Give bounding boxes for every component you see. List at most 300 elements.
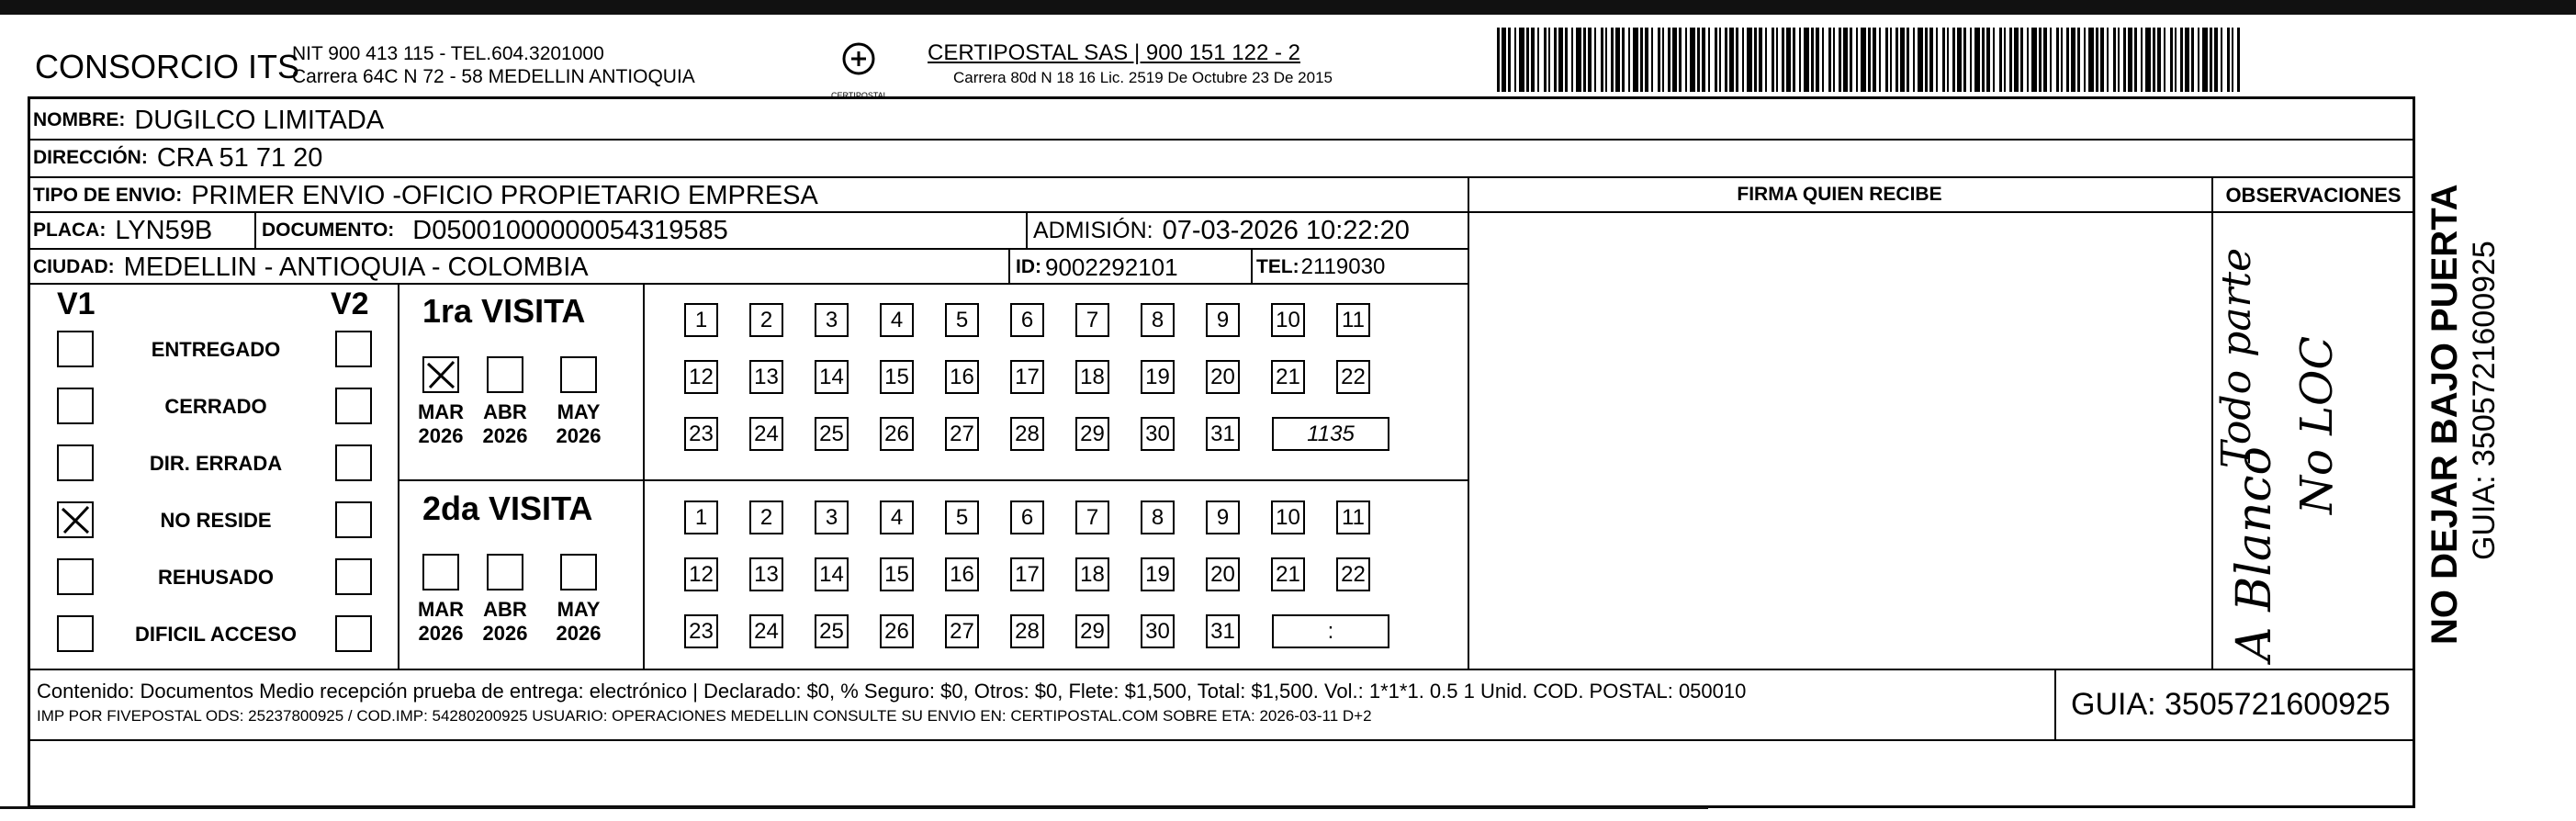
barcode-bar (1929, 28, 1933, 92)
v1-checkbox[interactable] (57, 615, 94, 652)
divider (1468, 176, 1469, 669)
barcode-bar (1583, 28, 1586, 92)
day-box[interactable]: 15 (880, 557, 914, 591)
barcode-bar (1873, 28, 1876, 92)
admision-label: ADMISIÓN: (1033, 217, 1153, 243)
tipo-value: PRIMER ENVIO -OFICIO PROPIETARIO EMPRESA (191, 180, 818, 210)
barcode-bar (1531, 28, 1535, 92)
barcode-bar (1890, 28, 1892, 92)
barcode-bar (2214, 28, 2218, 92)
barcode-bar (1719, 28, 1721, 92)
barcode-bar (2191, 28, 2194, 92)
day-box[interactable]: 30 (1141, 614, 1175, 648)
day-box[interactable]: 1 (684, 303, 718, 337)
v2-checkbox[interactable] (335, 558, 372, 595)
handwritten-note-todo-parte: Todo parte (2213, 247, 2260, 468)
barcode-bar (2004, 28, 2006, 92)
month-label (410, 400, 472, 448)
day-box[interactable]: 1 (684, 500, 718, 534)
barcode-bar (2141, 28, 2143, 92)
barcode-bar (1615, 28, 1620, 92)
barcode-bar (1736, 28, 1738, 92)
certipostal-info: CERTIPOSTAL SAS | 900 151 122 - 2 (928, 40, 1300, 65)
day-box[interactable]: 26 (880, 417, 914, 451)
day-box[interactable]: 23 (684, 614, 718, 648)
status-label: NO RESIDE (160, 509, 272, 532)
barcode-bar (1588, 28, 1592, 92)
barcode-bar (1925, 28, 1928, 92)
day-box[interactable]: 6 (1010, 303, 1044, 337)
divider (1026, 211, 1028, 248)
bottom-border (0, 806, 1708, 809)
month-label (474, 400, 536, 448)
placa-row (33, 213, 212, 248)
month-name: MAR (417, 598, 465, 621)
tel-label: TEL: (1256, 256, 1299, 277)
day-box[interactable]: 19 (1141, 360, 1175, 394)
hour-box[interactable]: 1135 (1272, 417, 1389, 451)
barcode-bar (1601, 28, 1603, 92)
barcode-bar (2088, 28, 2094, 92)
barcode-bar (1645, 28, 1648, 92)
barcode-bar (1565, 28, 1568, 92)
id-label: ID: (1016, 256, 1041, 277)
month-checkbox[interactable] (487, 356, 523, 393)
day-box[interactable]: 9 (1206, 500, 1240, 534)
ciudad-row (33, 250, 589, 285)
day-box[interactable]: 11 (1336, 303, 1370, 337)
divider (30, 739, 2415, 741)
barcode-bar (1519, 28, 1524, 92)
barcode-bar (1508, 28, 1511, 92)
barcode-bar (2050, 28, 2052, 92)
barcode-bar (1544, 28, 1547, 92)
divider (30, 669, 2415, 670)
day-box[interactable]: 20 (1206, 557, 1240, 591)
barcode (1497, 28, 2245, 92)
documento-row (262, 213, 728, 248)
company-nit-tel: NIT 900 413 115 - TEL.604.3201000 (292, 43, 604, 64)
divider (1468, 211, 2413, 213)
v2-header: V2 (331, 287, 369, 321)
day-box[interactable]: 8 (1141, 303, 1175, 337)
barcode-bar (2210, 28, 2212, 92)
footer-contenido: Contenido: Documentos Medio recepción prueba de entrega: electrónico | Declarado: $0, % Seguro: $0, Otros: $0, Flete: $1,500, Total: $1,500. Vol.: 1*1*1. 0.5 1 Unid. COD. POSTAL: 050010 (37, 680, 1747, 703)
day-box[interactable]: 3 (815, 303, 849, 337)
month-checkbox[interactable] (487, 554, 523, 590)
barcode-bar (1668, 28, 1670, 92)
month-checkbox[interactable] (560, 356, 597, 393)
barcode-bar (2123, 28, 2126, 92)
day-box[interactable]: 27 (945, 614, 979, 648)
day-box[interactable]: 4 (880, 500, 914, 534)
day-box[interactable]: 2 (749, 303, 783, 337)
day-box[interactable]: 17 (1010, 557, 1044, 591)
barcode-bar (1772, 28, 1774, 92)
barcode-bar (1856, 28, 1858, 92)
status-label: REHUSADO (158, 566, 274, 589)
tel-value: 2119030 (1300, 254, 1386, 279)
barcode-bar (1833, 28, 1835, 92)
barcode-bar (1628, 28, 1630, 92)
barcode-bar (1708, 28, 1710, 92)
month-year: 2026 (482, 424, 528, 447)
divider (1251, 248, 1253, 283)
divider (398, 479, 1468, 481)
barcode-bar (1514, 28, 1516, 92)
day-box[interactable]: 16 (945, 360, 979, 394)
barcode-bar (1702, 28, 1705, 92)
month-name: ABR (483, 400, 527, 423)
day-box[interactable]: 28 (1010, 417, 1044, 451)
barcode-bar (2066, 28, 2069, 92)
barcode-bar (1697, 28, 1700, 92)
barcode-bar (2237, 28, 2240, 92)
status-label: ENTREGADO (151, 338, 281, 361)
barcode-bar (1611, 28, 1614, 92)
day-box[interactable]: 13 (749, 557, 783, 591)
barcode-bar (1918, 28, 1923, 92)
barcode-bar (1957, 28, 1962, 92)
month-label (547, 400, 610, 448)
day-box[interactable]: 31 (1206, 614, 1240, 648)
barcode-bar (1913, 28, 1915, 92)
observaciones-label: OBSERVACIONES (2225, 184, 2402, 207)
nombre-label: NOMBRE: (33, 109, 126, 130)
divider (398, 283, 399, 669)
barcode-bar (1685, 28, 1687, 92)
barcode-bar (2014, 28, 2019, 92)
v1-checkbox[interactable] (57, 444, 94, 481)
status-label: CERRADO (164, 395, 267, 418)
month-year: 2026 (418, 424, 464, 447)
barcode-bar (1900, 28, 1905, 92)
barcode-bar (2180, 28, 2183, 92)
barcode-bar (1526, 28, 1529, 92)
day-box[interactable]: 16 (945, 557, 979, 591)
logo-caption: CERTIPOSTAL (831, 91, 888, 100)
day-box[interactable]: 22 (1336, 557, 1370, 591)
barcode-bar (1861, 28, 1866, 92)
barcode-bar (1558, 28, 1563, 92)
day-box[interactable]: 15 (880, 360, 914, 394)
day-box[interactable]: 22 (1336, 360, 1370, 394)
barcode-bar (1843, 28, 1848, 92)
barcode-bar (2232, 28, 2233, 92)
barcode-bar (2096, 28, 2098, 92)
barcode-bar (1822, 28, 1824, 92)
barcode-bar (1576, 28, 1581, 92)
day-box[interactable]: 7 (1075, 500, 1109, 534)
barcode-bar (1742, 28, 1744, 92)
day-box[interactable]: 17 (1010, 360, 1044, 394)
certipostal-address: Carrera 80d N 18 16 Lic. 2519 De Octubre 23 De 2015 (953, 69, 1333, 86)
barcode-bar (1715, 28, 1717, 92)
barcode-bar (1963, 28, 1966, 92)
barcode-bar (2107, 28, 2109, 92)
barcode-bar (1776, 28, 1778, 92)
tipo-label: TIPO DE ENVIO: (33, 185, 183, 206)
month-year: 2026 (418, 622, 464, 645)
day-box[interactable]: 4 (880, 303, 914, 337)
first-visit-title: 1ra VISITA (422, 292, 586, 330)
barcode-bar (1640, 28, 1643, 92)
divider (254, 211, 256, 248)
documento-value: D05001000000054319585 (412, 215, 728, 245)
month-name: MAR (417, 400, 465, 423)
status-label: DIFICIL ACCESO (134, 623, 297, 646)
id-row (1016, 250, 1178, 285)
barcode-bar (2056, 28, 2059, 92)
barcode-bar (1537, 28, 1539, 92)
v1-checkbox[interactable] (57, 558, 94, 595)
barcode-bar (1594, 28, 1596, 92)
second-visit-title: 2da VISITA (422, 489, 593, 527)
direccion-row (33, 141, 322, 175)
barcode-bar (1816, 28, 1819, 92)
barcode-bar (1622, 28, 1625, 92)
day-box[interactable]: 21 (1271, 557, 1305, 591)
month-label (547, 598, 610, 646)
v1-checkbox[interactable] (57, 501, 94, 538)
v2-checkbox[interactable] (335, 444, 372, 481)
day-box[interactable]: 31 (1206, 417, 1240, 451)
month-label (474, 598, 536, 646)
direccion-value: CRA 51 71 20 (156, 142, 323, 173)
barcode-bar (2153, 28, 2155, 92)
barcode-bar (1952, 28, 1955, 92)
day-box[interactable]: 11 (1336, 500, 1370, 534)
v2-checkbox[interactable] (335, 331, 372, 367)
day-box[interactable]: 25 (815, 417, 849, 451)
day-box[interactable]: 13 (749, 360, 783, 394)
month-name: ABR (483, 598, 527, 621)
placa-label: PLACA: (33, 219, 107, 241)
barcode-bar (1765, 28, 1767, 92)
day-box[interactable]: 5 (945, 303, 979, 337)
barcode-bar (1793, 28, 1795, 92)
barcode-bar (1759, 28, 1762, 92)
barcode-bar (1879, 28, 1881, 92)
day-box[interactable]: 5 (945, 500, 979, 534)
day-box[interactable]: 14 (815, 557, 849, 591)
barcode-bar (1986, 28, 1990, 92)
company-name: CONSORCIO ITS (35, 48, 300, 85)
day-box[interactable]: 24 (749, 614, 783, 648)
no-dejar-bajo-puerta: NO DEJAR BAJO PUERTA (2424, 184, 2465, 645)
nombre-value: DUGILCO LIMITADA (134, 105, 385, 135)
v2-checkbox[interactable] (335, 388, 372, 424)
day-box[interactable]: 21 (1271, 360, 1305, 394)
barcode-bar (1828, 28, 1831, 92)
day-box[interactable]: 3 (815, 500, 849, 534)
barcode-bar (1947, 28, 1949, 92)
v2-checkbox[interactable] (335, 501, 372, 538)
day-box[interactable]: 23 (684, 417, 718, 451)
day-box[interactable]: 26 (880, 614, 914, 648)
id-value: 9002292101 (1045, 253, 1178, 281)
barcode-bar (2071, 28, 2075, 92)
month-year: 2026 (556, 622, 602, 645)
barcode-bar (1679, 28, 1682, 92)
month-name: MAY (557, 598, 601, 621)
barcode-bar (2175, 28, 2177, 92)
barcode-bar (1633, 28, 1638, 92)
v1-checkbox[interactable] (57, 331, 94, 367)
barcode-bar (2170, 28, 2173, 92)
barcode-bar (2157, 28, 2161, 92)
barcode-bar (1799, 28, 1801, 92)
divider (1008, 248, 1010, 283)
tel-row (1256, 250, 1385, 285)
month-name: MAY (557, 400, 601, 423)
day-box[interactable]: 2 (749, 500, 783, 534)
divider (30, 283, 1468, 285)
day-box[interactable]: 12 (684, 360, 718, 394)
documento-label: DOCUMENTO: (262, 219, 395, 241)
v2-checkbox[interactable] (335, 615, 372, 652)
barcode-bar (2221, 28, 2222, 92)
barcode-bar (2145, 28, 2151, 92)
barcode-bar (2113, 28, 2116, 92)
barcode-bar (2202, 28, 2208, 92)
day-box[interactable]: 7 (1075, 303, 1109, 337)
day-box[interactable]: 18 (1075, 360, 1109, 394)
side-guia: GUIA: 3505721600925 (2467, 241, 2502, 560)
barcode-bar (1497, 28, 1500, 92)
v1-header: V1 (57, 287, 96, 321)
barcode-bar (1782, 28, 1784, 92)
divider (643, 283, 645, 669)
direccion-label: DIRECCIÓN: (33, 147, 148, 168)
barcode-bar (1571, 28, 1573, 92)
barcode-bar (1936, 28, 1938, 92)
barcode-bar (1554, 28, 1557, 92)
day-box[interactable]: 9 (1206, 303, 1240, 337)
barcode-bar (1885, 28, 1888, 92)
barcode-bar (2118, 28, 2120, 92)
day-box[interactable]: 29 (1075, 614, 1109, 648)
barcode-bar (1690, 28, 1695, 92)
day-box[interactable]: 14 (815, 360, 849, 394)
barcode-bar (1811, 28, 1814, 92)
barcode-bar (2164, 28, 2165, 92)
barcode-bar (2043, 28, 2047, 92)
month-year: 2026 (556, 424, 602, 447)
barcode-bar (1942, 28, 1945, 92)
barcode-bar (2227, 28, 2230, 92)
day-box[interactable]: 18 (1075, 557, 1109, 591)
barcode-bar (1839, 28, 1841, 92)
hour-box[interactable]: : (1272, 614, 1389, 648)
barcode-bar (1786, 28, 1791, 92)
tipo-row (33, 178, 818, 213)
barcode-bar (2020, 28, 2023, 92)
day-box[interactable]: 8 (1141, 500, 1175, 534)
nombre-row (33, 103, 384, 138)
barcode-bar (2100, 28, 2104, 92)
barcode-bar (1658, 28, 1660, 92)
barcode-bar (1907, 28, 1909, 92)
ciudad-value: MEDELLIN - ANTIOQUIA - COLOMBIA (123, 252, 589, 282)
barcode-bar (1754, 28, 1757, 92)
barcode-bar (1999, 28, 2002, 92)
barcode-bar (2009, 28, 2012, 92)
day-box[interactable]: 24 (749, 417, 783, 451)
month-checkbox[interactable] (422, 356, 459, 393)
day-box[interactable]: 6 (1010, 500, 1044, 534)
month-checkbox[interactable] (560, 554, 597, 590)
day-box[interactable]: 28 (1010, 614, 1044, 648)
barcode-bar (2027, 28, 2029, 92)
day-box[interactable]: 25 (815, 614, 849, 648)
v1-checkbox[interactable] (57, 388, 94, 424)
admision-row (1033, 213, 1410, 248)
ciudad-label: CIUDAD: (33, 256, 115, 277)
barcode-bar (1993, 28, 1995, 92)
day-box[interactable]: 29 (1075, 417, 1109, 451)
barcode-bar (1725, 28, 1727, 92)
barcode-bar (2185, 28, 2189, 92)
status-label: DIR. ERRADA (149, 452, 283, 475)
day-box[interactable]: 19 (1141, 557, 1175, 591)
month-label (410, 598, 472, 646)
barcode-bar (2039, 28, 2042, 92)
barcode-bar (1850, 28, 1852, 92)
divider (2054, 669, 2056, 739)
footer-impresion: IMP POR FIVEPOSTAL ODS: 25237800925 / COD.IMP: 54280200925 USUARIO: OPERACIONES MEDELLIN CONSULTE SU ENVIO EN: CERTIPOSTAL.COM SOBRE ETA: 2026-03-11 D+2 (37, 707, 1372, 725)
handwritten-note-no-loc: No LOC (2291, 335, 2343, 514)
barcode-bar (1747, 28, 1752, 92)
day-box[interactable]: 10 (1271, 303, 1305, 337)
certipostal-logo (831, 39, 888, 100)
barcode-bar (1895, 28, 1898, 92)
admision-value: 07-03-2026 10:22:20 (1162, 215, 1410, 245)
divider (30, 139, 2415, 141)
handwritten-note-a-blanco: A Blanco (2227, 446, 2282, 661)
barcode-bar (1868, 28, 1871, 92)
barcode-bar (1502, 28, 1506, 92)
barcode-bar (1974, 28, 1980, 92)
day-box[interactable]: 30 (1141, 417, 1175, 451)
barcode-bar (1982, 28, 1985, 92)
day-box[interactable]: 27 (945, 417, 979, 451)
barcode-bar (2084, 28, 2086, 92)
barcode-bar (2031, 28, 2037, 92)
barcode-bar (2198, 28, 2199, 92)
firma-label: FIRMA QUIEN RECIBE (1737, 184, 1942, 205)
barcode-bar (2128, 28, 2132, 92)
barcode-bar (1804, 28, 1809, 92)
placa-value: LYN59B (115, 215, 213, 245)
day-box[interactable]: 12 (684, 557, 718, 591)
barcode-bar (1672, 28, 1677, 92)
day-box[interactable]: 20 (1206, 360, 1240, 394)
barcode-bar (2061, 28, 2063, 92)
month-year: 2026 (482, 622, 528, 645)
footer-guia: GUIA: 3505721600925 (2071, 687, 2390, 722)
barcode-bar (1548, 28, 1550, 92)
day-box[interactable]: 10 (1271, 500, 1305, 534)
barcode-bar (1651, 28, 1653, 92)
company-address: Carrera 64C N 72 - 58 MEDELLIN ANTIOQUIA (292, 66, 695, 87)
barcode-bar (1605, 28, 1607, 92)
barcode-bar (2134, 28, 2137, 92)
barcode-bar (1970, 28, 1972, 92)
month-checkbox[interactable] (422, 554, 459, 590)
barcode-bar (1729, 28, 1734, 92)
barcode-bar (2077, 28, 2080, 92)
